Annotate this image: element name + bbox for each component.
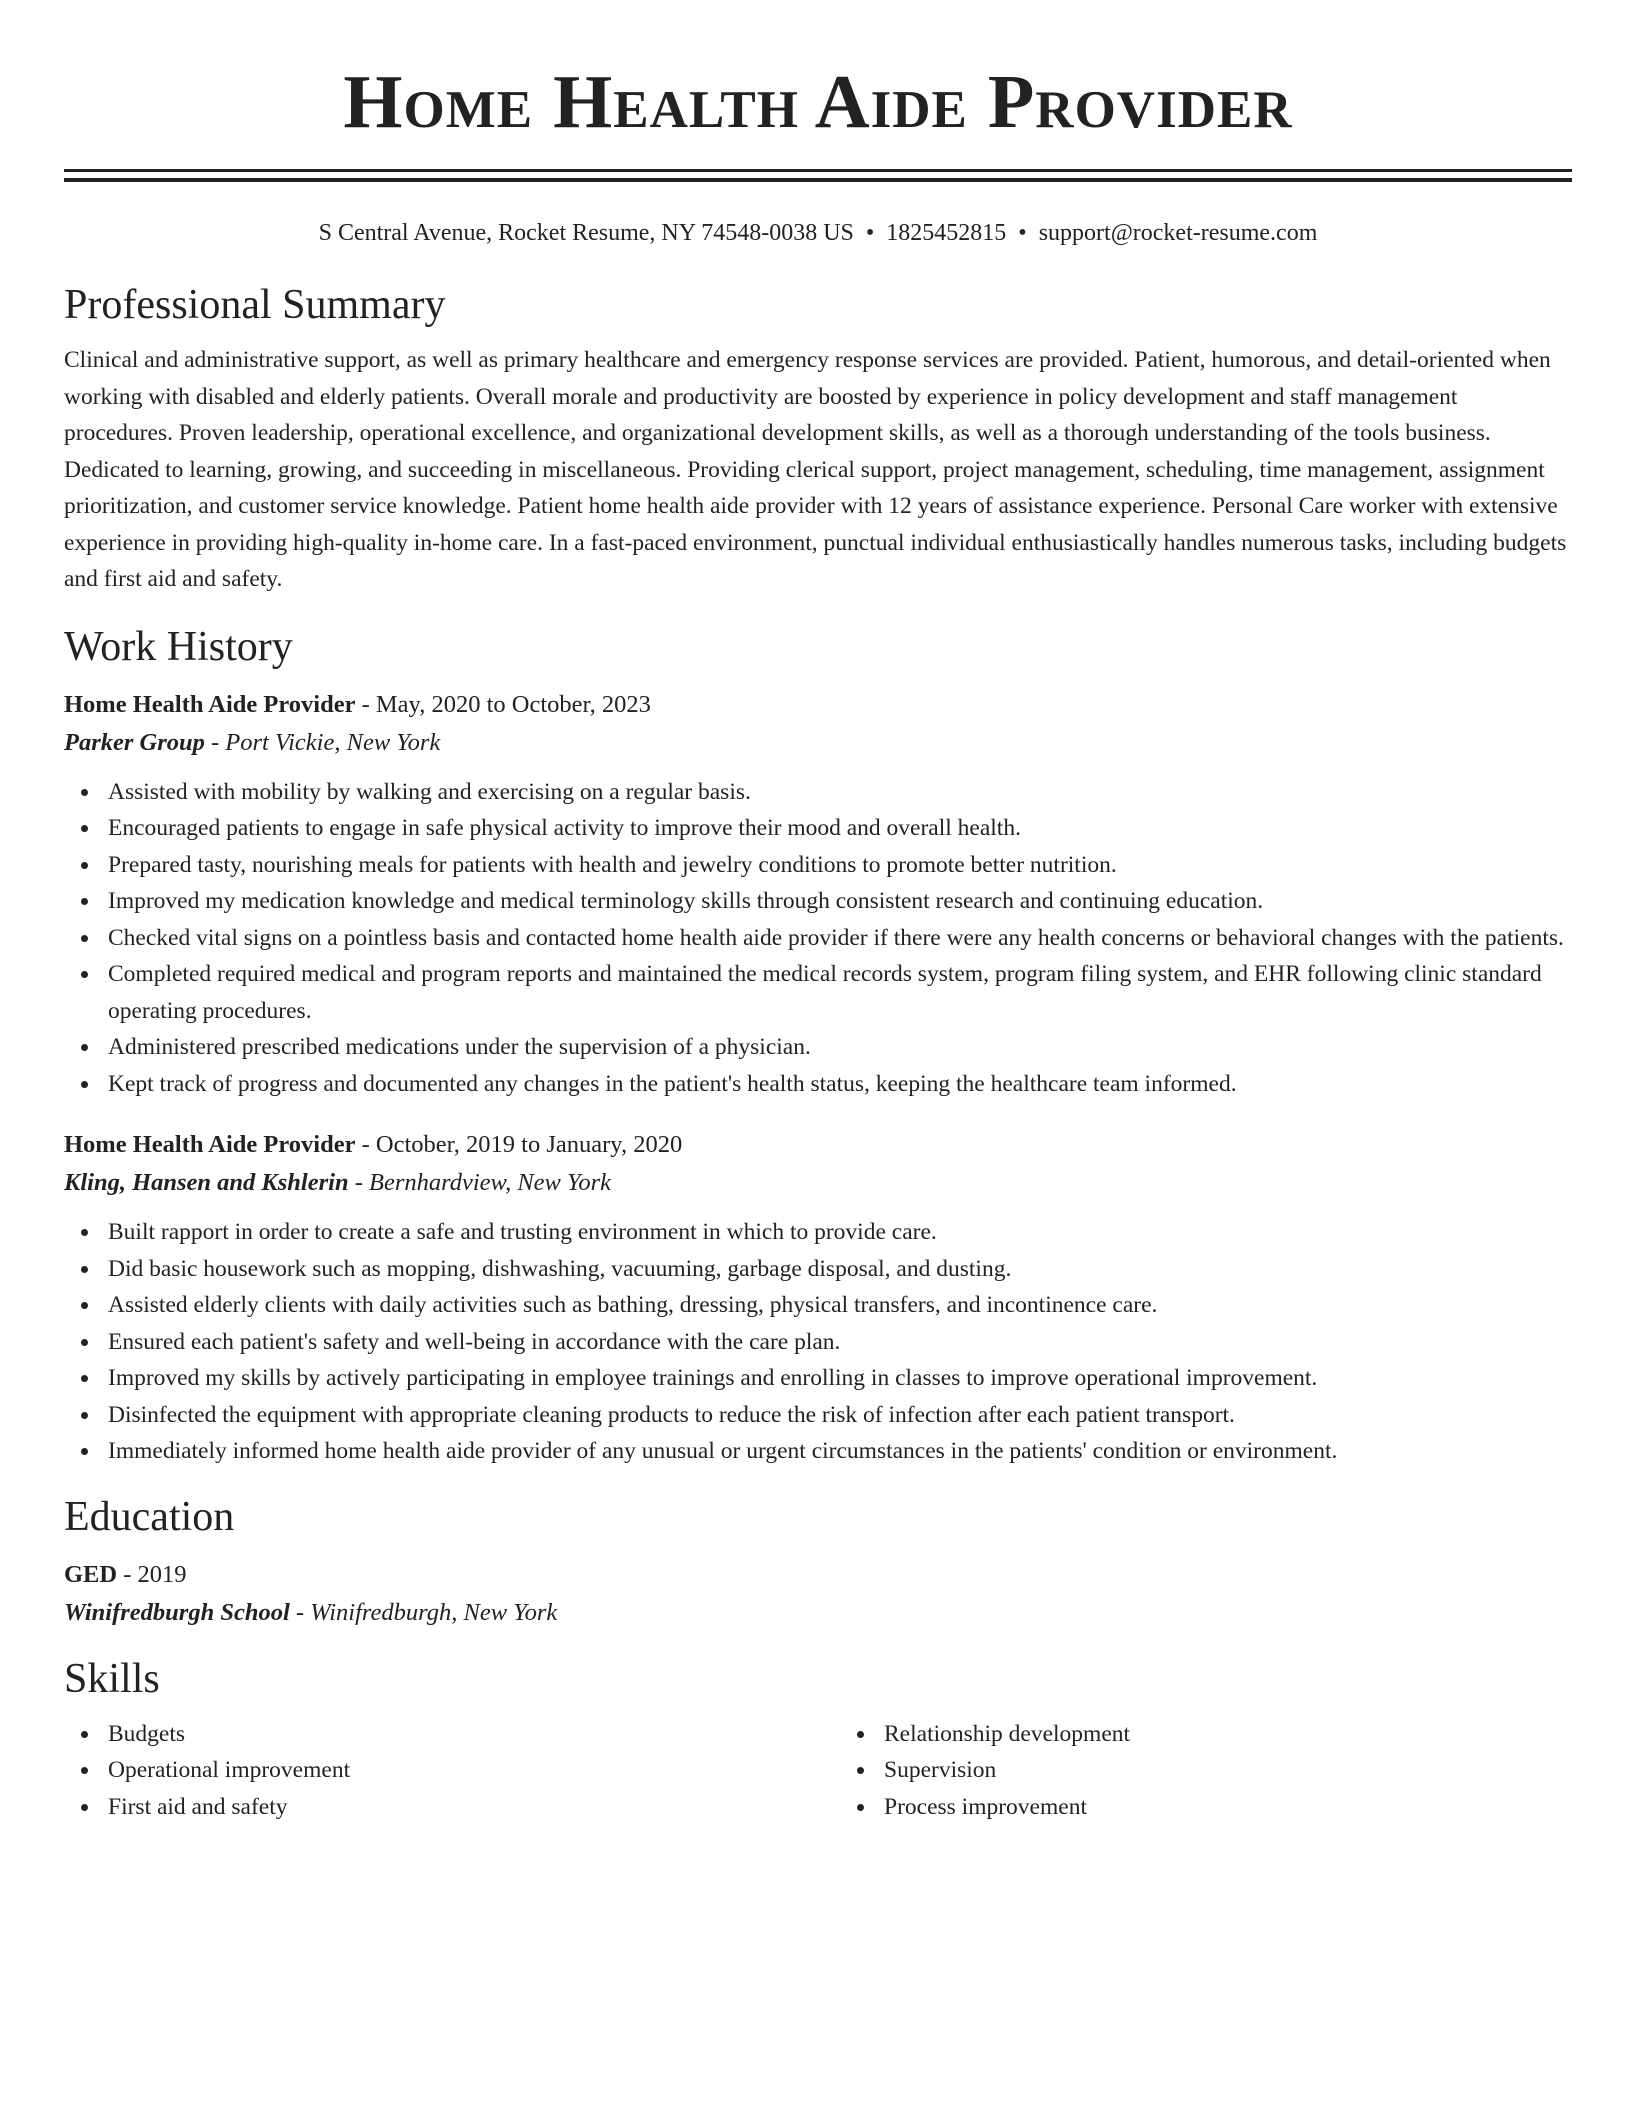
contact-address: S Central Avenue, Rocket Resume, NY 74548-0038 US [318, 220, 854, 246]
job-entry [64, 1126, 1572, 1470]
skill-item: First aid and safety [108, 1789, 796, 1826]
summary-heading: Professional Summary [64, 282, 446, 328]
job-title-line [64, 1126, 1572, 1164]
list-item: Immediately informed home health aide provider of any unusual or urgent circumstances in the patients' condition or environment. [108, 1433, 1572, 1470]
list-item: Did basic housework such as mopping, dishwashing, vacuuming, garbage disposal, and dusting. [108, 1251, 1572, 1288]
list-item: Built rapport in order to create a safe and trusting environment in which to provide care. [108, 1214, 1572, 1251]
list-item: Disinfected the equipment with appropriate cleaning products to reduce the risk of infection after each patient transport. [108, 1397, 1572, 1434]
header-divider-bottom [64, 178, 1572, 182]
education-heading: Education [64, 1493, 235, 1540]
job-company-line [64, 724, 1572, 762]
contact-phone: 1825452815 [886, 220, 1007, 246]
job-title-line [64, 686, 1572, 724]
job-location: - Bernhardview, New York [348, 1169, 612, 1196]
resume-page [64, 0, 1572, 1825]
job-company-line [64, 1164, 1572, 1202]
skill-item: Budgets [108, 1716, 796, 1753]
contact-separator: • [1018, 220, 1027, 246]
job-company: Parker Group [64, 728, 205, 756]
skill-item: Operational improvement [108, 1752, 796, 1789]
education-year: - 2019 [117, 1560, 187, 1588]
skill-item: Relationship development [884, 1716, 1572, 1753]
education-school: Winifredburgh School [64, 1598, 290, 1626]
skill-item: Supervision [884, 1752, 1572, 1789]
contact-separator: • [865, 220, 875, 246]
job-location: - Port Vickie, New York [204, 728, 441, 756]
skill-item: Process improvement [884, 1789, 1572, 1826]
job-dates: - October, 2019 to January, 2020 [355, 1131, 683, 1158]
education-location: - Winifredburgh, New York [289, 1598, 558, 1626]
list-item: Assisted with mobility by walking and exercising on a regular basis. [108, 774, 1572, 811]
list-item: Kept track of progress and documented any changes in the patient's health status, keeping the healthcare team informed. [108, 1066, 1572, 1103]
contact-line [64, 218, 1572, 248]
contact-email[interactable]: support@rocket-resume.com [1038, 220, 1318, 246]
candidate-name: Home Health Aide Provider [343, 60, 1293, 144]
header-divider-top [64, 169, 1572, 172]
job-company: Kling, Hansen and Kshlerin [64, 1169, 349, 1196]
list-item: Improved my medication knowledge and medical terminology skills through consistent research and continuing education. [108, 883, 1572, 920]
list-item: Prepared tasty, nourishing meals for patients with health and jewelry conditions to promote better nutrition. [108, 847, 1572, 884]
education-degree: GED [64, 1560, 118, 1588]
job-bullets [64, 1214, 1572, 1470]
summary-text: Clinical and administrative support, as well as primary healthcare and emergency response services are provided. Patient, humorous, and detail-oriented when working with disabled and elderly patients. Overall morale and productivity are boosted by experience in policy development and staff management procedures. Proven leadership, operational excellence, and organizational development skills, as well as a thorough understanding of the tools business. Dedicated to learning, growing, and succeeding in miscellaneous. Providing clerical support, project management, scheduling, time management, assignment prioritization, and customer service knowledge. Patient home health aide provider with 12 years of assistance experience. Personal Care worker with extensive experience in providing high-quality in-home care. In a fast-paced environment, punctual individual enthusiastically handles numerous tasks, including budgets and first aid and safety. [64, 347, 1567, 592]
job-role: Home Health Aide Provider [64, 690, 356, 718]
list-item: Assisted elderly clients with daily activities such as bathing, dressing, physical transfers, and incontinence care. [108, 1287, 1572, 1324]
job-entry [64, 686, 1572, 1103]
list-item: Administered prescribed medications under the supervision of a physician. [108, 1029, 1572, 1066]
skills-columns [64, 1716, 1572, 1826]
job-bullets [64, 774, 1572, 1103]
job-role: Home Health Aide Provider [64, 1131, 356, 1158]
skills-heading: Skills [64, 1655, 160, 1702]
education-degree-line [64, 1556, 1572, 1594]
skills-list-left [64, 1716, 796, 1826]
job-dates: - May, 2020 to October, 2023 [355, 690, 651, 718]
list-item: Checked vital signs on a pointless basis and contacted home health aide provider if there were any health concerns or behavioral changes with the patients. [108, 920, 1572, 957]
list-item: Completed required medical and program reports and maintained the medical records system, program filing system, and EHR following clinic standard operating procedures. [108, 956, 1572, 1029]
work-history-heading: Work History [64, 623, 293, 670]
list-item: Encouraged patients to engage in safe physical activity to improve their mood and overall health. [108, 810, 1572, 847]
list-item: Improved my skills by actively participating in employee trainings and enrolling in classes to improve operational improvement. [108, 1360, 1572, 1397]
education-school-line [64, 1594, 1572, 1632]
skills-list-right [840, 1716, 1572, 1826]
list-item: Ensured each patient's safety and well-being in accordance with the care plan. [108, 1324, 1572, 1361]
